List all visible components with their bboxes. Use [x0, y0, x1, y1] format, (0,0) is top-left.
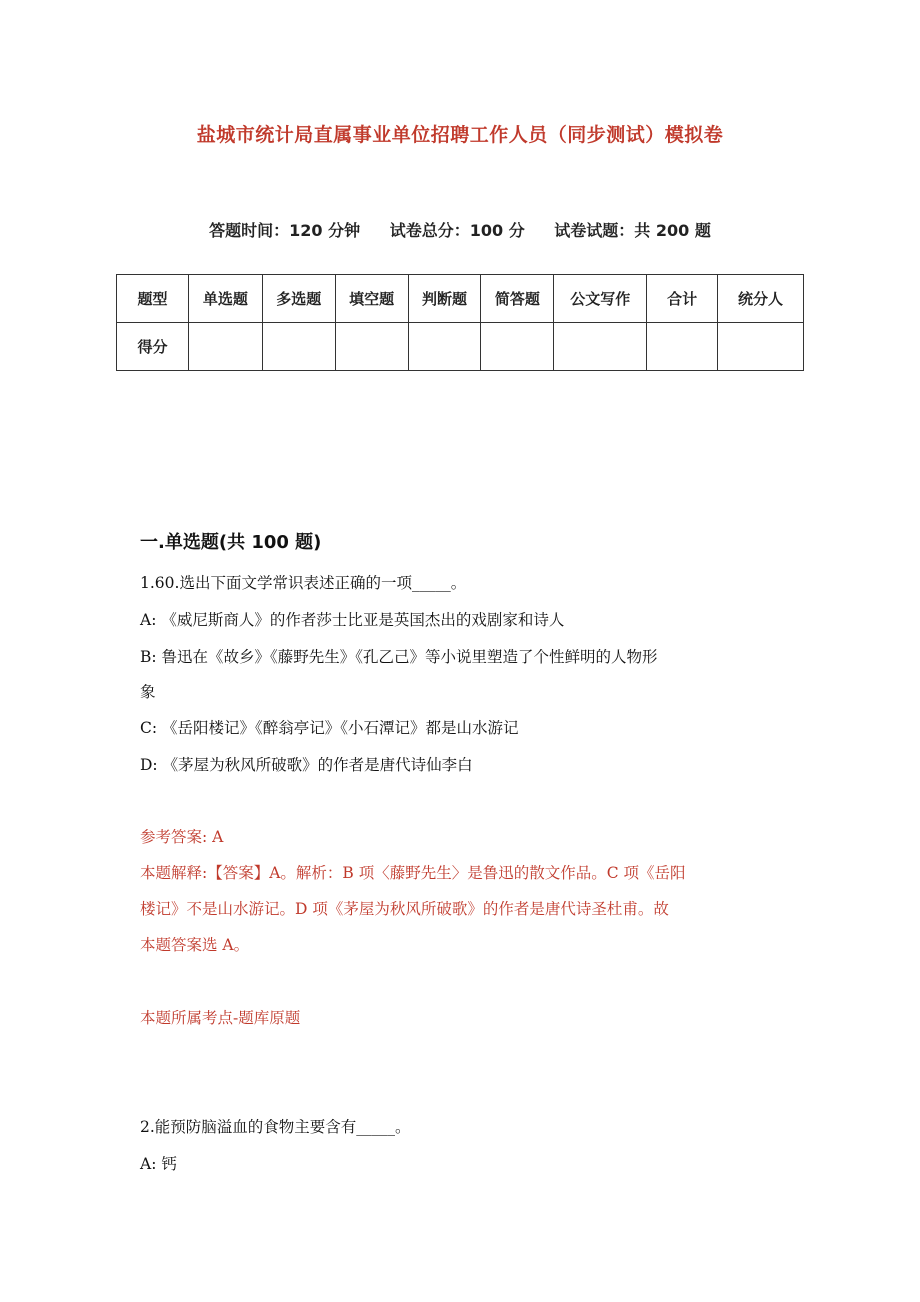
- score-table-header: 填空题: [335, 275, 408, 323]
- score-table-header-row: [117, 275, 804, 323]
- score-cell: [188, 323, 262, 371]
- score-cell: [554, 323, 647, 371]
- question-category: 本题所属考点-题库原题: [140, 1009, 301, 1027]
- score-table-score-row: [117, 323, 804, 371]
- question-option: D: 《茅屋为秋风所破歌》的作者是唐代诗仙李白: [140, 756, 473, 774]
- score-table-header: 简答题: [481, 275, 554, 323]
- score-table-header: 统分人: [718, 275, 804, 323]
- score-table-header: 单选题: [188, 275, 262, 323]
- score-table: [116, 274, 804, 371]
- score-cell: [408, 323, 481, 371]
- score-cell: [647, 323, 718, 371]
- document-title: 盐城市统计局直属事业单位招聘工作人员（同步测试）模拟卷: [196, 124, 724, 146]
- score-table-header: 多选题: [262, 275, 335, 323]
- score-cell: [718, 323, 804, 371]
- question-stem: 2.能预防脑溢血的食物主要含有_____。: [140, 1118, 411, 1136]
- exam-meta: [0, 218, 920, 241]
- answer-explanation-line: 本题解释:【答案】A。解析：B 项〈藤野先生〉是鲁迅的散文作品。C 项《岳阳: [140, 864, 686, 882]
- question-option: B: 鲁迅在《故乡》《藤野先生》《孔乙己》等小说里塑造了个性鲜明的人物形: [140, 648, 658, 666]
- question-option: A: 《威尼斯商人》的作者莎士比亚是英国杰出的戏剧家和诗人: [140, 611, 565, 629]
- score-table-header: 合计: [647, 275, 718, 323]
- question-stem: 1.60.选出下面文学常识表述正确的一项_____。: [140, 574, 467, 592]
- score-table-header: 公文写作: [554, 275, 647, 323]
- exam-question-count: 试卷试题：共 200 题: [554, 221, 711, 240]
- answer-explanation-line: 本题答案选 A。: [140, 936, 250, 954]
- score-cell: [262, 323, 335, 371]
- score-row-label: 得分: [117, 323, 189, 371]
- score-cell: [481, 323, 554, 371]
- section-title: 一.单选题(共 100 题): [140, 532, 322, 553]
- question-option: C: 《岳阳楼记》《醉翁亭记》《小石潭记》都是山水游记: [140, 719, 519, 737]
- reference-answer: 参考答案: A: [140, 828, 224, 846]
- question-option-continued: 象: [140, 683, 156, 701]
- score-table-header: 判断题: [408, 275, 481, 323]
- exam-time: 答题时间：120 分钟: [209, 221, 361, 240]
- question-option: A: 钙: [140, 1155, 177, 1173]
- score-table-header: 题型: [117, 275, 189, 323]
- score-cell: [335, 323, 408, 371]
- exam-total-score: 试卷总分：100 分: [389, 221, 525, 240]
- answer-explanation-line: 楼记》不是山水游记。D 项《茅屋为秋风所破歌》的作者是唐代诗圣杜甫。故: [140, 900, 669, 918]
